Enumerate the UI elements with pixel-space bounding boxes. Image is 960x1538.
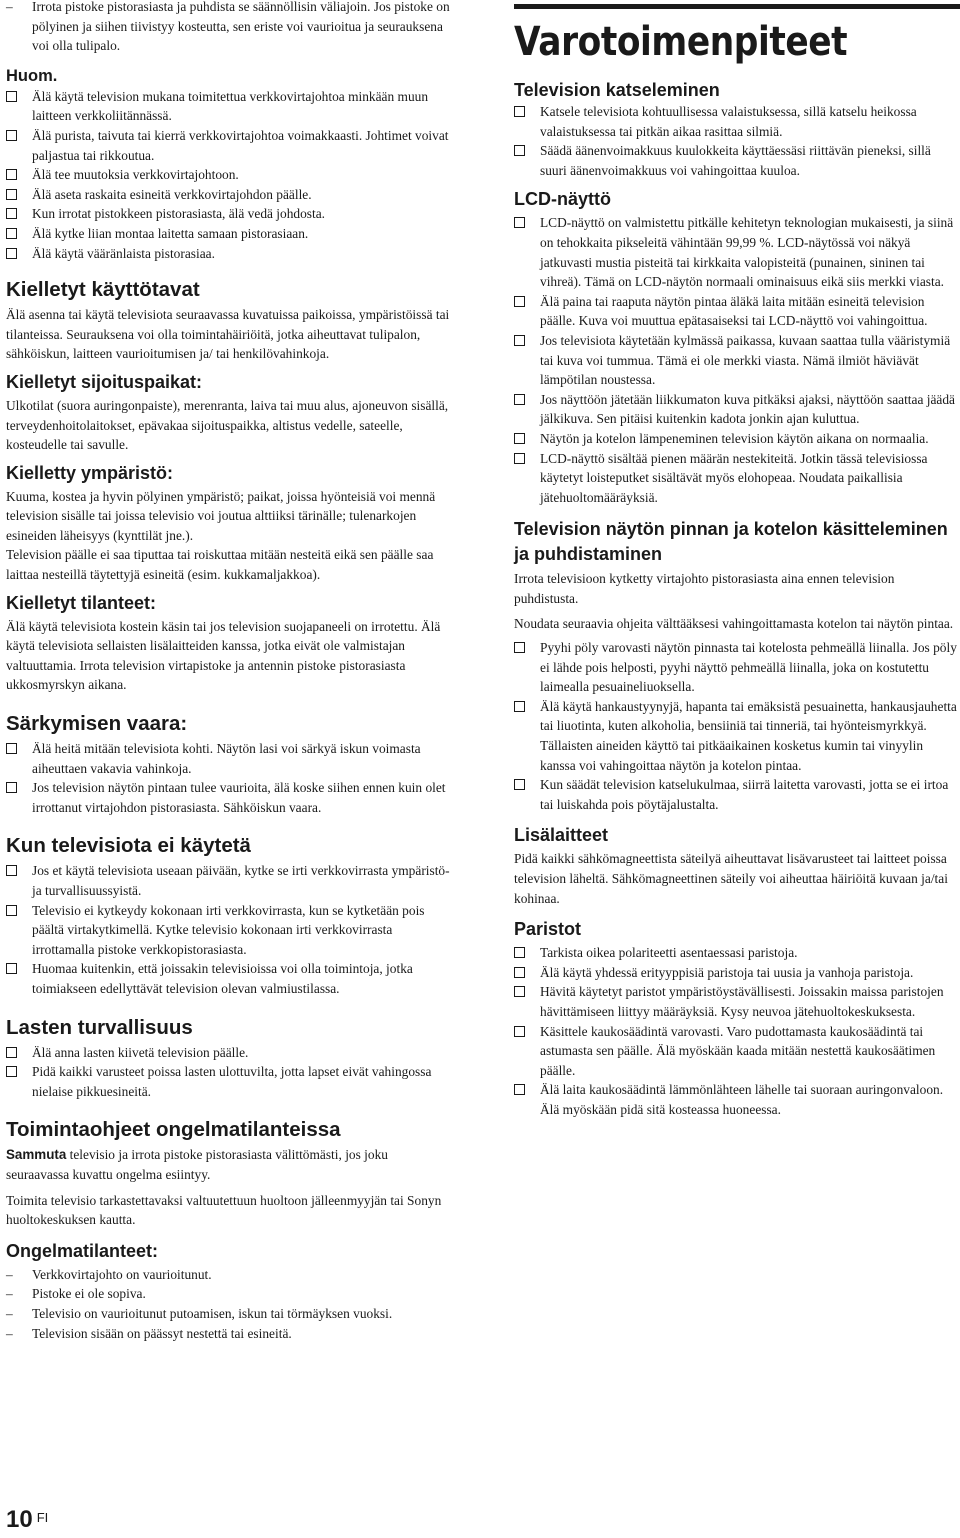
page-number-value: 10	[6, 1506, 33, 1533]
checkbox-icon	[6, 782, 17, 793]
checkbox-icon	[514, 335, 525, 346]
checkbox-icon	[6, 228, 17, 239]
list-item	[514, 697, 960, 775]
list-item-text: Jos television näytön pintaan tulee vaurioita, älä koske siihen ennen kuin olet irrottanut virtajohdon pistorasiasta. Sähköiskun vaara.	[32, 780, 446, 815]
checkbox-icon	[514, 453, 525, 464]
list-item	[6, 204, 452, 224]
list-item-text: Älä paina tai raaputa näytön pintaa äläkä laita mitään esineitä television päälle. Kuva voi muuttua epätasaiseksi tai LCD-näyttö voi vahingoittua.	[540, 293, 928, 329]
sarkymisen-list	[6, 739, 452, 817]
list-item-text: Älä heitä mitään televisiota kohti. Näytön lasi voi särkyä iskun voimasta aiheuttaen vakavia vahinkoja.	[32, 741, 421, 776]
list-item	[6, 778, 452, 817]
list-item-text: Älä anna lasten kiivetä television päälle.	[32, 1044, 249, 1060]
list-item	[6, 1324, 452, 1344]
page-number	[6, 1506, 48, 1534]
section-heading-lisalaitteet: Lisälaitteet	[514, 825, 609, 846]
lasten-list	[6, 1043, 452, 1102]
section-heading-television-katseleminen: Television katseleminen	[514, 80, 720, 100]
subsection-heading-ongelmatilanteet: Ongelmatilanteet:	[6, 1240, 159, 1261]
huom-heading: Huom.	[6, 66, 58, 85]
pinnan-list	[514, 638, 960, 814]
list-item-text: Älä laita kaukosäädintä lämmönlähteen lähelle tai suoraan auringonvaloon. Älä myöskään pidä sitä kosteassa huoneessa.	[540, 1082, 944, 1117]
list-item	[514, 943, 960, 963]
checkbox-icon	[514, 217, 525, 228]
checkbox-icon	[514, 1084, 525, 1095]
paragraph: Pidä kaikki sähkömagneettista säteilyä aiheuttavat lisävarusteet tai laitteet poissa television läheltä. Sähkömagneettinen säteily voi aiheuttaa häiriöitä kuvaan ja/tai kohinaa.	[514, 851, 948, 906]
list-item-text: Verkkovirtajohto on vaurioitunut.	[32, 1266, 212, 1282]
list-item	[514, 213, 960, 291]
checkbox-icon	[514, 296, 525, 307]
list-item-text: Kun irrotat pistokkeen pistorasiasta, älä vedä johdosta.	[32, 206, 326, 222]
paragraph: Television päälle ei saa tiputtaa tai roiskuttaa mitään nesteitä eikä sen päälle saa laittaa nesteillä täytettyjä esineitä (esim. kukkamaljakkoa).	[6, 547, 434, 583]
list-item	[6, 244, 452, 264]
list-item	[6, 1284, 452, 1304]
list-item	[514, 638, 960, 697]
dash-marker: –	[6, 1305, 13, 1321]
section-heading-lcd-naytto: LCD-näyttö	[514, 189, 611, 210]
page-title: Varotoimenpiteet	[514, 19, 848, 65]
list-item-text: Hävitä käytetyt paristot ympäristöystävällisesti. Joissakin maissa paristojen hävittämiseen liittyy määräyksiä. Kysy neuvoa jätehuoltokeskuksesta.	[540, 984, 944, 1019]
checkbox-icon	[6, 169, 17, 180]
paragraph: Älä asenna tai käytä televisiota seuraavassa kuvatuissa paikoissa, ympäristöissä tai tilanteissa. Seurauksena voi olla toimintahäiriöitä, jotka aiheuttavat tulipalon, sähköiskun, laitteen vaurioitumisen ja/ tai henkilövahinkoja.	[6, 307, 450, 362]
katseleminen-list	[514, 102, 960, 180]
list-item-text: Pistoke ei ole sopiva.	[32, 1286, 146, 1302]
list-item-text: Television sisään on päässyt nestettä tai esineitä.	[32, 1325, 292, 1341]
checkbox-icon	[6, 1066, 17, 1077]
dash-marker: –	[6, 0, 13, 14]
checkbox-icon	[6, 189, 17, 200]
list-item-text: Älä käytä television mukana toimitettua verkkovirtajohtoa minkään muun laitteen verkkoliitännässä.	[32, 88, 429, 124]
checkbox-icon	[514, 145, 525, 156]
checkbox-icon	[514, 779, 525, 790]
right-column	[514, 0, 960, 1120]
list-item-text: Kun säädät television katselukulmaa, siirrä laitetta varovasti, jotta se ei irtoa tai luiskahda pois pöytäjalustalta.	[540, 777, 949, 812]
list-item-text: LCD-näyttö on valmistettu pitkälle kehitetyn teknologian mukaisesti, ja siinä on tehokkaita pikseleitä vähintään 99,99 %. LCD-näytössä voi näkyä jatkuvasti mustia pisteitä tai kirkkaita valopisteitä (punainen, sininen tai vihreä). Tämä on LCD-näytön normaali ominaisuus eikä siis merkki viasta.	[540, 215, 954, 290]
paragraph: Toimita televisio tarkastettavaksi valtuutettuun huoltoon jälleenmyyjän tai Sonyn huoltokeskuksen kautta.	[6, 1192, 442, 1228]
checkbox-icon	[514, 433, 525, 444]
list-item-text: Säädä äänenvoimakkuus kuulokkeita käyttäessäsi riittävän pieneksi, sillä suuri äänenvoimakkuus voi vahingoittaa kuuloa.	[540, 143, 931, 178]
checkbox-icon	[6, 865, 17, 876]
list-item-text: Älä tee muutoksia verkkovirtajohtoon.	[32, 167, 239, 183]
list-item	[6, 165, 452, 185]
section-heading-kun-televisiota: Kun televisiota ei käytetä	[6, 834, 251, 858]
list-item-text: Tarkista oikea polariteetti asentaessasi paristoja.	[540, 945, 798, 961]
title-rule	[514, 4, 960, 9]
checkbox-icon	[514, 701, 525, 712]
paragraph-text: televisio ja irrota pistoke pistorasiasta välittömästi, jos joku seuraavassa kuvattu ongelma esiintyy.	[6, 1147, 388, 1182]
dash-marker: –	[6, 1286, 13, 1302]
list-item	[514, 102, 960, 141]
checkbox-icon	[514, 947, 525, 958]
checkbox-icon	[6, 963, 17, 974]
list-item	[514, 963, 960, 983]
lcd-list	[514, 213, 960, 507]
list-item	[6, 185, 452, 205]
list-item-text: Älä purista, taivuta tai kierrä verkkovirtajohtoa voimakkaasti. Johtimet voivat paljastua tai rikkoutua.	[32, 127, 449, 163]
list-item	[6, 126, 452, 165]
list-item-text: Pidä kaikki varusteet poissa lasten ulottuvilta, jotta lapset eivät vahingossa nielaise pikkuesineitä.	[32, 1064, 432, 1099]
list-item	[514, 141, 960, 180]
section-heading-kielletyt-kayttotavat: Kielletyt käyttötavat	[6, 278, 200, 302]
list-item	[514, 449, 960, 508]
list-item-text: Televisio ei kytkeydy kokonaan irti verkkovirrasta, kun se kytketään pois päältä virtakytkimellä. Kytke televisio kokonaan irti verkkovirrasta irrottamalla pistoke verkkopistorasiasta.	[32, 902, 425, 957]
list-item	[6, 959, 452, 998]
checkbox-icon	[6, 743, 17, 754]
list-item	[514, 390, 960, 429]
list-item	[514, 1022, 960, 1081]
huom-list	[6, 87, 452, 263]
list-item-text: Pyyhi pöly varovasti näytön pinnasta tai kotelosta pehmeällä liinalla. Jos pöly ei lähde pois helposti, pyyhi näyttö pehmeällä liinalla, joka on kostutettu laimealla pesuaineliuoksella.	[540, 640, 957, 695]
section-heading-toimintaohjeet: Toimintaohjeet ongelmatilanteissa	[6, 1118, 341, 1142]
list-item	[6, 1304, 452, 1324]
list-item-text: Älä kytke liian montaa laitetta samaan pistorasiaan.	[32, 225, 309, 241]
subsection-heading-tilanteet: Kielletyt tilanteet:	[6, 592, 157, 613]
list-item	[6, 901, 452, 960]
paragraph: Kuuma, kostea ja hyvin pölyinen ympäristö; paikat, joissa hyönteisiä voi mennä television sisälle tai joissa televisio voi joutua alttiiksi tärinälle; tulenarkojen esineiden läheisyys (kynttilät jne.).	[6, 488, 436, 543]
section-heading-lasten-turvallisuus: Lasten turvallisuus	[6, 1015, 193, 1039]
list-item-text: Näytön ja kotelon lämpeneminen television käytön aikana on normaalia.	[540, 430, 929, 446]
checkbox-icon	[514, 394, 525, 405]
paragraph: Ulkotilat (suora auringonpaiste), merenranta, laiva tai muu alus, ajoneuvon sisällä, terveydenhoitolaitokset, epävakaa sijoituspaikka, altistus vedelle, sateelle, kosteudelle tai savulle.	[6, 397, 449, 453]
checkbox-icon	[6, 130, 17, 141]
list-item	[514, 775, 960, 814]
paragraph: Irrota televisioon kytketty virtajohto pistorasiasta aina ennen television puhdistusta.	[514, 571, 895, 606]
section-heading-paristot: Paristot	[514, 919, 582, 940]
checkbox-icon	[514, 986, 525, 997]
list-item	[6, 87, 452, 126]
list-item	[6, 1265, 452, 1285]
section-heading-sarkymisen-vaara: Särkymisen vaara:	[6, 712, 188, 736]
list-item	[6, 861, 452, 900]
list-item	[6, 1062, 452, 1101]
list-item-text: Käsittele kaukosäädintä varovasti. Varo pudottamasta kaukosäädintä tai astumasta sen päälle. Älä myöskään kaada mitään nestettä kaukosäätimen päälle.	[540, 1023, 936, 1078]
list-item-text: Jos televisiota käytetään kylmässä paikassa, kuvaan saattaa tulla vääristymiä tai kuva voi tummua. Tämä ei ole merkki viasta. Nämä ilmiöt häviävät lämpötilan noustessa.	[540, 332, 951, 388]
paragraph: Älä käytä televisiota kostein käsin tai jos television suojapaneeli on irrotettu. Älä käytä televisiota sellaisten lisälaitteiden kanssa, jotka eivät ole valmistajan valtuuttamia. Irrota television virtapistoke ja antennin pistoke pistorasiasta ukkosmyrskyn aikana.	[6, 618, 441, 693]
list-item-text: Jos näyttöön jätetään liikkumaton kuva pitkäksi ajaksi, näyttöön saattaa jäädä jälkikuva. Sen pitäisi kuitenkin kadota jonkin ajan kuluttua.	[540, 391, 955, 427]
list-item	[514, 1080, 960, 1119]
list-item	[514, 292, 960, 331]
intro-dash-item	[6, 0, 452, 56]
bold-word: Sammuta	[6, 1147, 67, 1163]
subsection-heading-ymparisto: Kielletty ympäristö:	[6, 462, 174, 483]
list-item	[6, 224, 452, 244]
checkbox-icon	[514, 967, 525, 978]
checkbox-icon	[6, 248, 17, 259]
ongelmatilanteet-list	[6, 1265, 452, 1343]
checkbox-icon	[6, 1047, 17, 1058]
list-item-text: Katsele televisiota kohtuullisessa valaistuksessa, sillä katselu heikossa valaistuksessa tai pitkän aikaa rasittaa silmiä.	[540, 104, 917, 139]
list-item-text: Älä käytä yhdessä erityyppisiä paristoja tai uusia ja vanhoja paristoja.	[540, 964, 914, 980]
list-item-text: Älä aseta raskaita esineitä verkkovirtajohdon päälle.	[32, 186, 312, 202]
list-item-text: Televisio on vaurioitunut putoamisen, iskun tai törmäyksen vuoksi.	[32, 1305, 393, 1321]
list-item	[514, 331, 960, 390]
intro-item-text: Irrota pistoke pistorasiasta ja puhdista se säännöllisin väliajoin. Jos pistoke on pölyinen ja siihen tiivistyy kosteutta, sen eriste voi vaurioitua ja seurauksena voi olla tulipalo.	[32, 0, 450, 54]
list-item-text: LCD-näyttö sisältää pienen määrän nestekiteitä. Jotkin tässä televisiossa käytetyt loisteputket sisältävät myös elohopeaa. Noudata paikallisia jätehuoltomääräyksiä.	[540, 450, 928, 505]
list-item-text: Huomaa kuitenkin, että joissakin televisioissa voi olla toimintoja, jotka toimiakseen edellyttävät television olevan valmiustilassa.	[32, 961, 413, 996]
list-item-text: Älä käytä hankaustyynyjä, hapanta tai emäksistä pesuainetta, hankausjauhetta tai liuotinta, kuten alkoholia, bensiiniä tai tinneriä, tai hyönteismyrkkyä. Tällaisten aineiden käyttö tai pitkäaikainen kosketus kumin tai vinyylin kanssa voi vahingoittaa näytön ja kotelon pintaa.	[540, 698, 957, 773]
list-item	[6, 1043, 452, 1063]
paragraph	[6, 1145, 452, 1184]
checkbox-icon	[6, 905, 17, 916]
checkbox-icon	[6, 208, 17, 219]
page-language-code: FI	[36, 1510, 49, 1525]
left-column	[6, 0, 452, 1343]
checkbox-icon	[514, 106, 525, 117]
dash-marker: –	[6, 1266, 13, 1282]
dash-marker: –	[6, 1325, 13, 1341]
checkbox-icon	[6, 91, 17, 102]
checkbox-icon	[514, 642, 525, 653]
list-item	[6, 739, 452, 778]
kun-televisiota-list	[6, 861, 452, 998]
paragraph: Noudata seuraavia ohjeita välttääksesi vahingoittamasta kotelon tai näytön pintaa.	[514, 616, 954, 632]
list-item	[514, 429, 960, 449]
list-item-text: Älä käytä vääränlaista pistorasiaa.	[32, 245, 215, 261]
checkbox-icon	[514, 1026, 525, 1037]
paristot-list	[514, 943, 960, 1119]
section-heading-pinnan-kasitteleminen: Television näytön pinnan ja kotelon käsitteleminen ja puhdistaminen	[514, 519, 948, 565]
subsection-heading-sijoituspaikat: Kielletyt sijoituspaikat:	[6, 371, 203, 392]
list-item-text: Jos et käytä televisiota useaan päivään, kytke se irti verkkovirrasta ympäristö- ja turvallisuussyistä.	[32, 863, 450, 898]
list-item	[514, 982, 960, 1021]
